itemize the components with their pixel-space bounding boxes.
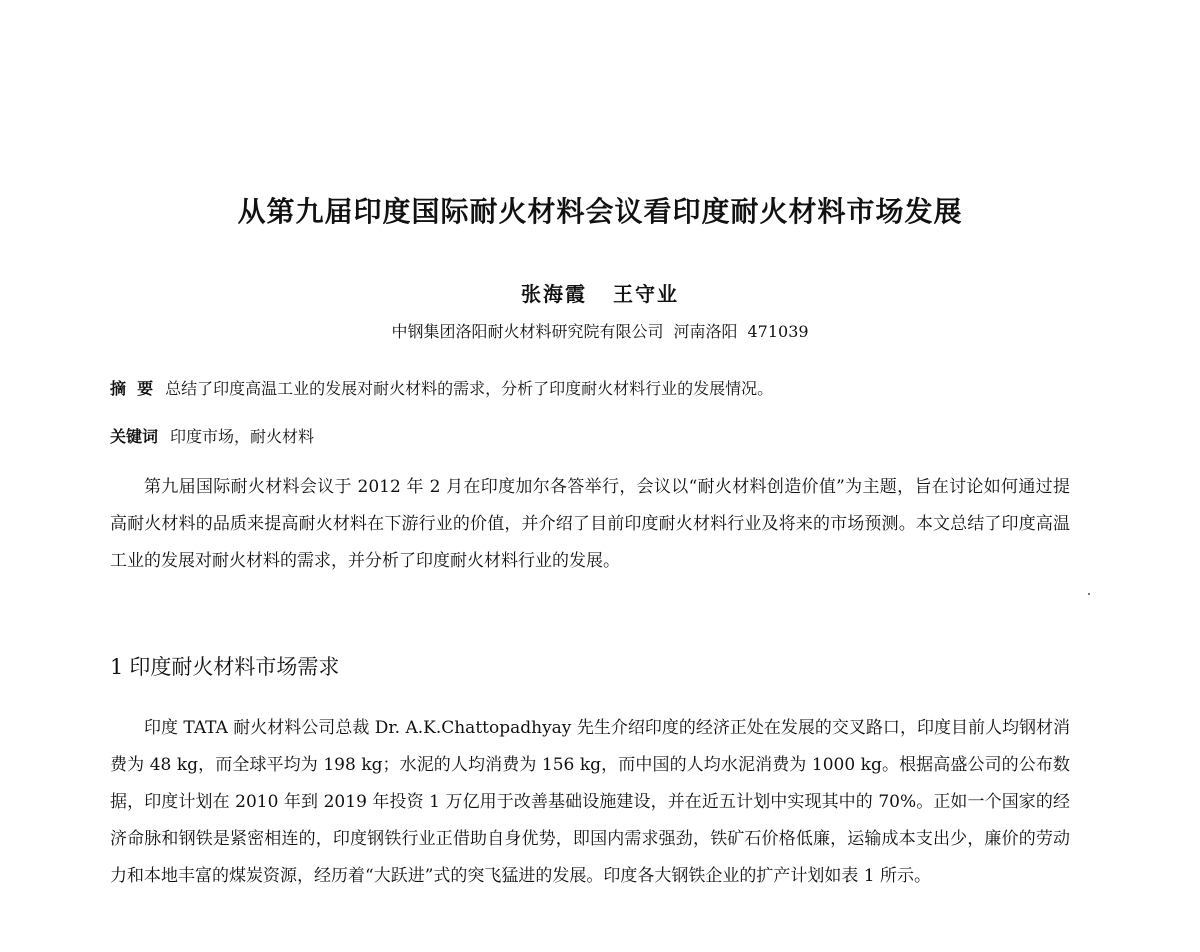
affiliation-location: 河南洛阳 <box>673 322 738 341</box>
section-paragraph: 印度 TATA 耐火材料公司总裁 Dr. A.K.Chattopadhyay 先生介绍印度的经济正处在发展的交叉路口，印度目前人均钢材消费为 48 kg，而全球平均为 198 kg；水泥的人均消费为 156 kg，而中国的人均水泥消费为 1000 kg。根据高盛公司的公布数据，印度计划在 2010 年到 2019 年投资 1 万亿用于改善基础设施建设，并在近五计划中实现其中的 70%。正如一个国家的经济命脉和钢铁是紧密相连的，印度钢铁行业正借助自身优势，即国内需求强劲，铁矿石价格低廉，运输成本支出少，廉价的劳动力和本地丰富的煤炭资源，经历着“大跃进”式的突飞猛进的发展。印度各大钢铁企业的扩产计划如表 1 所示。 <box>110 718 1070 886</box>
abstract-text: 总结了印度高温工业的发展对耐火材料的需求，分析了印度耐火材料行业的发展情况。 <box>165 379 774 398</box>
section-number: 1 <box>110 655 124 679</box>
affiliation <box>0 319 1200 342</box>
affiliation-postcode: 471039 <box>747 322 809 341</box>
abstract <box>110 376 1090 399</box>
keywords-label: 关键词 <box>110 427 159 446</box>
abstract-label: 摘 要 <box>110 379 154 398</box>
intro-paragraph: 第九届国际耐火材料会议于 2012 年 2 月在印度加尔各答举行，会议以“耐火材料创造价值”为主题，旨在讨论如何通过提高耐火材料的品质来提高耐火材料在下游行业的价值，并介绍了目前印度耐火材料行业及将来的市场预测。本文总结了印度高温工业的发展对耐火材料的需求，并分析了印度耐火材料行业的发展。 <box>110 477 1070 571</box>
author-name: 张海霞 <box>521 282 587 306</box>
section-heading <box>110 651 339 681</box>
keywords-text: 印度市场，耐火材料 <box>170 427 315 446</box>
keywords <box>110 424 1090 447</box>
scan-speck <box>1088 593 1090 595</box>
author-name: 王守业 <box>613 282 679 306</box>
affiliation-org: 中钢集团洛阳耐火材料研究院有限公司 <box>391 322 664 341</box>
author-list <box>0 278 1200 307</box>
section-title: 印度耐火材料市场需求 <box>129 655 340 679</box>
paper-title: 从第九届印度国际耐火材料会议看印度耐火材料市场发展 <box>237 195 963 228</box>
